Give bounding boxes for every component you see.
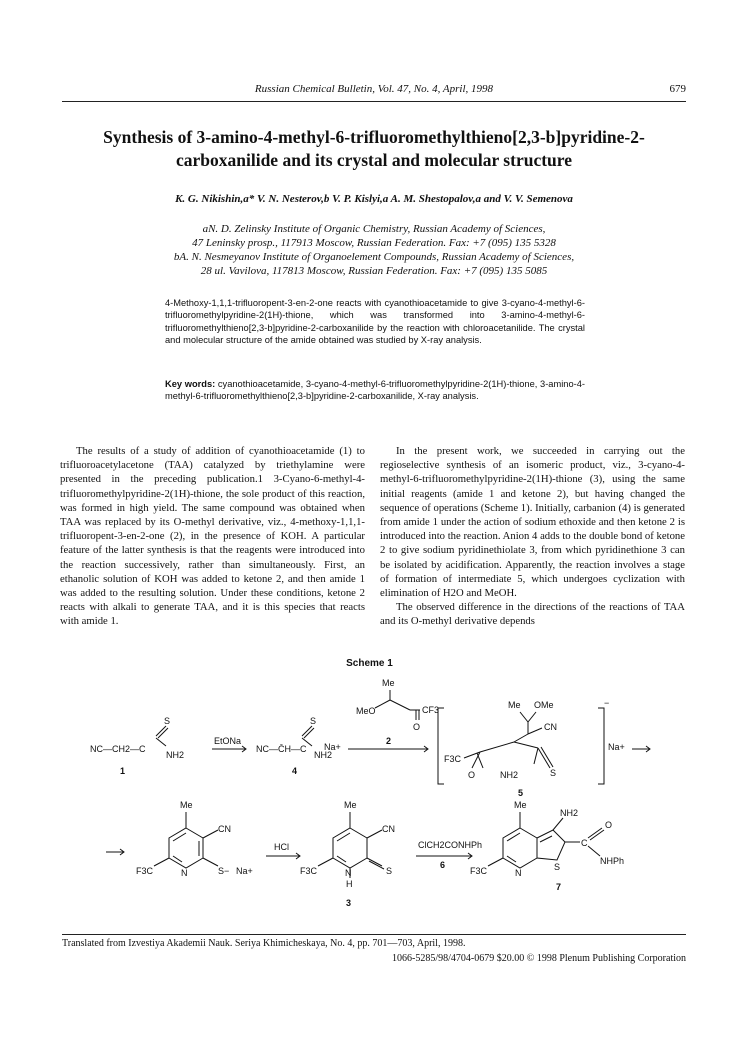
cf3-label: F3C <box>470 866 488 876</box>
cf3-label: CF3 <box>422 705 440 715</box>
copyright-line: 1066-5285/98/4704-0679 $20.00 © 1998 Plenum Publishing Corporation <box>392 953 686 964</box>
translation-footnote: Translated from Izvestiya Akademii Nauk. Seriya Khimicheskaya, No. 4, pp. 701—703, April, 1998. <box>62 938 466 949</box>
nh2-label: NH2 <box>166 750 185 760</box>
carbonyl-carbon-label: C <box>581 838 588 848</box>
cyano-label: CN <box>382 824 395 834</box>
abstract: 4-Methoxy-1,1,1-trifluoropent-3-en-2-one reacts with cyanothioacetamide to give 3-cyano-4-methyl-6-trifluoromethylpyridine-2(1H)-thione, which was transformed into 3-amino-4-methyl-6-trifluoromethylthieno[2,3-b]pyridine-2-carboxanilide by the reaction with chloroacetanilide. The crystal and molecular structure of the amide obtained was studied by X-ray analysis. <box>165 298 585 345</box>
compound-number-4: 4 <box>292 766 298 776</box>
cf3-label: F3C <box>300 866 318 876</box>
thio-s-label: S <box>164 716 171 726</box>
keywords-text: cyanothioacetamide, 3-cyano-4-methyl-6-trifluoromethylpyridine-2(1H)-thione, 3-amino-4-methyl-6-trifluoromethylthieno[2,3-b]pyridine-2-carboxanilide, X-ray analysis. <box>165 379 585 402</box>
compound-4-formula: NC—C̄H—C <box>256 744 307 754</box>
reagent-chloroacetanilide: ClCH2CONHPh <box>418 840 483 850</box>
header-rule <box>62 101 686 102</box>
thiolate-label: S− <box>218 866 230 876</box>
reaction-scheme <box>60 672 690 927</box>
methoxy-label: MeO <box>356 706 376 716</box>
nh2-label: NH2 <box>500 770 519 780</box>
paragraph: The results of a study of addition of cyanothioacetamide (1) to trifluoroacetylacetone (TAA) catalyzed by triethylamine were presented in the preceding publication.1 3-Cyano-6-methyl-4-trifluoromethylpyridine-2(1H)-thione, the sole product of this reaction, was formed in high yield. The same compound was obtained when TAA was replaced by its O-methyl derivative, viz., 4-methoxy-1,1,1-trifluoropent-3-en-2-one (2), in the presence of KOH. A particular feature of the latter synthesis is that the reagents were introduced into the reaction successively, rather than simultaneously. First, an ethanolic solution of KOH was added to ketone 2, and then amide 1 was added to the resulting solution. Under these conditions, ketone 2 reacts with alkali to generate TAA, and it is this species that reacts with amide 1. <box>60 445 365 628</box>
oxygen-label: O <box>605 820 613 830</box>
title-line-2: carboxanilide and its crystal and molecular structure <box>175 150 572 170</box>
paragraph: In the present work, we succeeded in carrying out the regioselective synthesis of an isomeric product, viz., 3-cyano-4-methyl-6-trifluoromethylpyridine-2(1H)-thione (3), using the same initial reagents (amide 1 and ketone 2), but having changed the sequence of operations (Scheme 1). Initially, carbanion (4) is generated from amide 1 under the action of sodium ethoxide and then ketone 2 is introduced into the reaction. Anion 4 adds to the double bond of ketone 2 to give sodium pyridinethiolate 3, from which pyridinethione 3 can be isolated by acidification. Apparently, the reaction involves a stage of formation of intermediate 5, which undergoes cyclization with elimination of H2O and MeOH. <box>380 445 685 600</box>
page-number: 679 <box>669 83 686 95</box>
ring-nitrogen-label: N <box>181 868 188 878</box>
methyl-label: Me <box>514 800 527 810</box>
author-list: K. G. Nikishin,a* V. N. Nesterov,b V. P. Kislyi,a A. M. Shestopalov,a and V. V. Semenova <box>175 193 573 205</box>
methyl-label: Me <box>344 800 357 810</box>
cyano-label: CN <box>218 824 231 834</box>
ring-nitrogen-label: N <box>345 868 352 878</box>
methyl-label: Me <box>508 700 521 710</box>
running-header <box>62 83 686 99</box>
anilide-label: NHPh <box>600 856 625 866</box>
affiliation-line: 47 Leninsky prosp., 117913 Moscow, Russian Federation. Fax: +7 (095) 135 5328 <box>192 237 556 249</box>
thiophene-s-label: S <box>554 862 561 872</box>
body-column-left <box>60 444 365 629</box>
methyl-label: Me <box>180 800 193 810</box>
scheme-label: Scheme 1 <box>346 658 393 669</box>
affiliation-line: aN. D. Zelinsky Institute of Organic Chemistry, Russian Academy of Sciences, <box>202 223 546 235</box>
sodium-cation: Na+ <box>236 866 253 876</box>
cyano-label: CN <box>544 722 557 732</box>
compound-number-6: 6 <box>440 860 446 870</box>
reagent-etona: EtONa <box>214 736 242 746</box>
nh2-label: NH2 <box>314 750 333 760</box>
paragraph: The observed difference in the directions of the reactions of TAA and its O-methyl derivative depends <box>380 601 685 628</box>
affiliations <box>90 222 658 278</box>
sodium-cation: Na+ <box>608 742 625 752</box>
cf3-label: F3C <box>444 754 462 764</box>
cf3-label: F3C <box>136 866 154 876</box>
compound-number-3: 3 <box>346 898 352 908</box>
journal-citation: Russian Chemical Bulletin, Vol. 47, No. 4, April, 1998 <box>254 83 494 95</box>
scheme-drawing <box>60 672 690 927</box>
keywords-label: Key words: <box>165 379 216 389</box>
keywords <box>165 378 585 403</box>
anion-charge: − <box>604 698 610 708</box>
footnote-rule <box>62 934 686 935</box>
thio-s-label: S <box>310 716 317 726</box>
compound-1-formula: NC—CH2—C <box>90 744 146 754</box>
affiliation-line: 28 ul. Vavilova, 117813 Moscow, Russian Federation. Fax: +7 (095) 135 5085 <box>200 265 548 277</box>
compound-number-5: 5 <box>518 788 524 798</box>
methyl-label: Me <box>382 678 395 688</box>
methoxy-label: OMe <box>534 700 554 710</box>
oxygen-label: O <box>413 722 421 732</box>
thione-s-label: S <box>386 866 393 876</box>
compound-number-1: 1 <box>120 766 126 776</box>
oxygen-label: O <box>468 770 476 780</box>
thio-s-label: S <box>550 768 557 778</box>
compound-number-2: 2 <box>386 736 392 746</box>
ring-nitrogen-label: N <box>515 868 522 878</box>
reagent-hcl: HCl <box>274 842 289 852</box>
compound-number-7: 7 <box>556 882 562 892</box>
amino-label: NH2 <box>560 808 579 818</box>
affiliation-line: bA. N. Nesmeyanov Institute of Organoelement Compounds, Russian Academy of Sciences, <box>173 251 575 263</box>
title-line-1: Synthesis of 3-amino-4-methyl-6-trifluoromethylthieno[2,3-b]pyridine-2- <box>103 127 645 147</box>
article-title <box>50 126 698 172</box>
nh-hydrogen-label: H <box>346 879 353 889</box>
body-column-right <box>380 444 685 629</box>
sodium-cation: Na+ <box>324 742 341 752</box>
